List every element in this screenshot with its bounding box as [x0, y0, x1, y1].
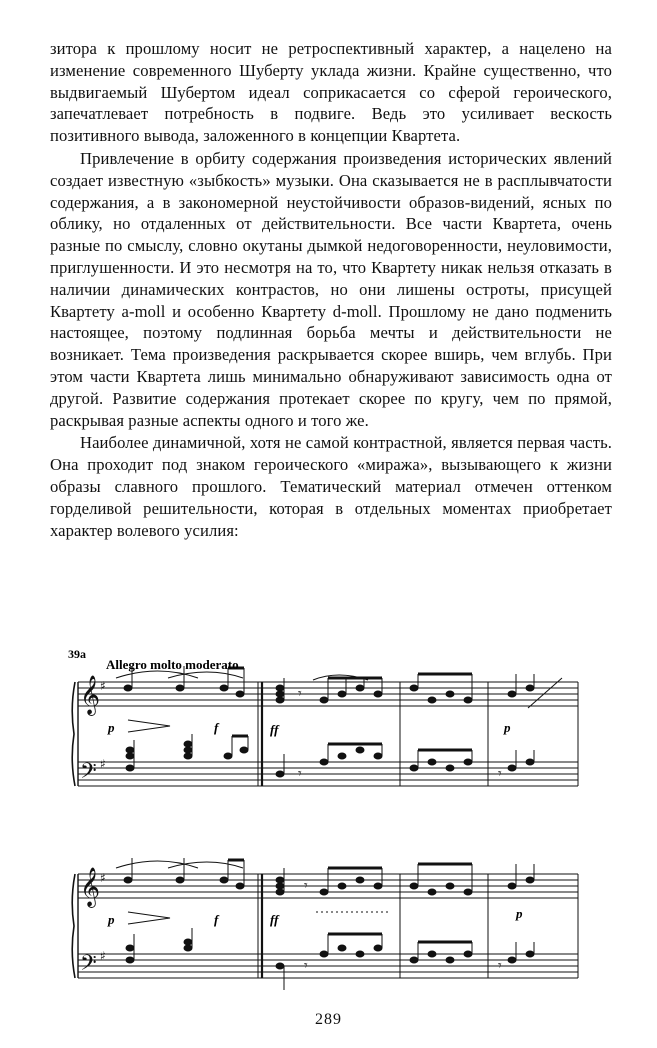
svg-text:𝄾: 𝄾: [298, 686, 302, 702]
paragraph-3: Наиболее динамичной, хотя не самой контрастной, является первая часть. Она проходит под знаком героического «миража», вызывающего к жизни образы славного прошлого. Тематический материал отмечен оттенком горделивой решительности, которая в отдельных моментах приобретает характер волевого усилия:: [50, 433, 612, 540]
notes-system-1: [124, 666, 534, 777]
svg-text:♯: ♯: [100, 679, 106, 693]
dynamic-ff: ff: [270, 912, 279, 927]
svg-text:𝄾: 𝄾: [498, 958, 502, 974]
music-score-svg: [68, 650, 596, 1010]
bass-clef-icon: 𝄢: [80, 759, 97, 789]
paragraph-1: зитора к прошлому носит не ретроспективный характер, а нацелено на изменение современного Шуберту уклада жизни. Крайне существенно, что выдвигаемый Шубертом идеал соприкасается со сферой героического, запечатлевает потребность в подвиге. Ведь это усиливает вескость позитивного вывода, заложенного в концепции Квартета.: [50, 39, 612, 146]
bass-clef-icon: 𝄢: [80, 951, 97, 981]
dynamic-p: p: [108, 912, 115, 927]
system-2-bass-staff: [78, 954, 578, 978]
dynamic-f: f: [214, 720, 219, 735]
dynamic-f: f: [214, 912, 219, 927]
example-number: 39a: [68, 650, 86, 661]
svg-text:𝄾: 𝄾: [304, 958, 308, 974]
svg-text:𝄾: 𝄾: [498, 766, 502, 782]
dynamic-p: p: [108, 720, 115, 735]
page-number: 289: [315, 1011, 342, 1028]
music-example: [68, 650, 596, 1010]
paragraph-2: Привлечение в орбиту содержания произведения исторических явлений создает известную «зыбкость» музыки. Она сказывается не в расплывчатости содержания, а в закономерной неустойчивости образов-видений, ясных по облику, но отдаленных от действительности. Все части Квартета, очень разные по смыслу, словно окутаны дымкой недоговоренности, неуловимости, приглушенности. И это несмотря на то, что Квартету никак нельзя отказать в наличии динамических контрастов, но они лишены остроты, присущей Квартету a-moll и особенно Квартету d-moll. Прошлому не дано подменить настоящее, поэтому подлинная борьба мечты и действительности не возникает. Тема произведения раскрывается скорее вширь, чем вглубь. При этом части Квартета лишь минимально обнаруживают зависимость одна от другой. Развитие содержания протекает скорее по кругу, чем по прямой, раскрывая разные аспекты одного и того же.: [50, 148, 612, 430]
treble-clef-icon: 𝄞: [80, 867, 101, 907]
notes-system-2: [124, 858, 534, 990]
svg-text:♯: ♯: [100, 871, 106, 885]
svg-text:𝄾: 𝄾: [304, 878, 308, 894]
dynamic-p: p: [504, 720, 511, 735]
svg-text:♯: ♯: [100, 757, 106, 771]
system-1-bass-staff: [78, 762, 578, 786]
treble-clef-icon: 𝄞: [80, 675, 101, 715]
svg-text:♯: ♯: [100, 949, 106, 963]
dynamic-ff: ff: [270, 722, 279, 737]
dynamic-p: p: [516, 906, 523, 921]
tempo-marking: Allegro molto moderato: [106, 657, 239, 672]
svg-text:𝄾: 𝄾: [298, 766, 302, 782]
body-text: [50, 38, 612, 542]
